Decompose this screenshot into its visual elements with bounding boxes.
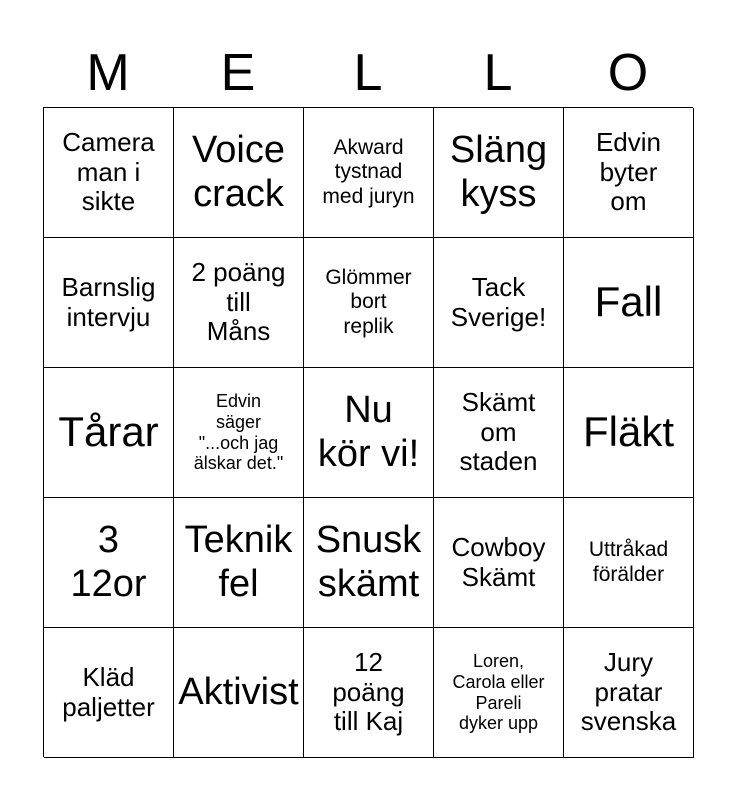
- bingo-cell[interactable]: [564, 368, 694, 498]
- bingo-cell[interactable]: [44, 368, 174, 498]
- bingo-cell-text: Uttråkad förälder: [588, 538, 669, 586]
- bingo-cell-text: Edvin byter om: [595, 126, 662, 217]
- bingo-cell[interactable]: [434, 628, 564, 758]
- bingo-cell-text: 2 poäng till Måns: [191, 256, 286, 347]
- bingo-cell-text: Glömmer bort replik: [325, 266, 412, 338]
- bingo-cell-text: Akward tystnad med juryn: [322, 136, 415, 208]
- bingo-cell[interactable]: [304, 498, 434, 628]
- bingo-header: [43, 40, 693, 106]
- header-letter-e: E: [220, 44, 256, 102]
- bingo-cell-text: Cowboy Skämt: [451, 531, 546, 592]
- bingo-grid: [43, 107, 693, 757]
- bingo-cell-text: Nu kör vi!: [317, 388, 420, 475]
- bingo-cell[interactable]: [44, 108, 174, 238]
- bingo-cell-text: Aktivist: [178, 670, 299, 713]
- header-letter-l1: L: [353, 44, 383, 102]
- bingo-cell-text: Fall: [594, 278, 663, 326]
- bingo-cell[interactable]: [174, 368, 304, 498]
- bingo-cell[interactable]: [434, 368, 564, 498]
- bingo-cell-text: Voice crack: [192, 128, 285, 215]
- bingo-cell[interactable]: [434, 108, 564, 238]
- bingo-cell-text: Släng kyss: [449, 128, 548, 215]
- bingo-cell[interactable]: [304, 238, 434, 368]
- bingo-cell[interactable]: [304, 368, 434, 498]
- bingo-cell[interactable]: [564, 108, 694, 238]
- bingo-cell-text: Fläkt: [582, 408, 674, 456]
- bingo-cell-text: Tack Sverige!: [450, 271, 547, 332]
- bingo-cell-text: Edvin säger "...och jag älskar det.": [193, 391, 284, 474]
- bingo-cell-text: Barnslig intervju: [61, 271, 156, 332]
- header-letter-o: O: [607, 44, 649, 102]
- bingo-cell-text: 12 poäng till Kaj: [332, 646, 405, 737]
- bingo-cell[interactable]: [174, 108, 304, 238]
- bingo-cell-text: 3 12or: [70, 518, 147, 605]
- bingo-cell[interactable]: [564, 628, 694, 758]
- bingo-cell[interactable]: [44, 628, 174, 758]
- bingo-cell[interactable]: [174, 498, 304, 628]
- bingo-cell[interactable]: [434, 498, 564, 628]
- bingo-cell[interactable]: [174, 628, 304, 758]
- bingo-cell-text: Kläd paljetter: [62, 661, 155, 722]
- bingo-cell[interactable]: [564, 238, 694, 368]
- bingo-cell[interactable]: [304, 108, 434, 238]
- bingo-cell-text: Teknik fel: [184, 518, 293, 605]
- bingo-cell[interactable]: [174, 238, 304, 368]
- bingo-cell-text: Snusk skämt: [315, 518, 422, 605]
- bingo-cell-text: Jury pratar svenska: [580, 646, 677, 737]
- bingo-cell[interactable]: [434, 238, 564, 368]
- bingo-cell[interactable]: [44, 238, 174, 368]
- bingo-cell[interactable]: [44, 498, 174, 628]
- bingo-cell-text: Tårar: [58, 408, 159, 456]
- bingo-cell-text: Loren, Carola eller Pareli dyker upp: [452, 651, 545, 734]
- bingo-cell[interactable]: [564, 498, 694, 628]
- bingo-cell-text: Camera man i sikte: [62, 126, 155, 217]
- bingo-cell[interactable]: [304, 628, 434, 758]
- header-letter-l2: L: [483, 44, 513, 102]
- bingo-cell-text: Skämt om staden: [459, 386, 538, 477]
- header-letter-m: M: [86, 44, 130, 102]
